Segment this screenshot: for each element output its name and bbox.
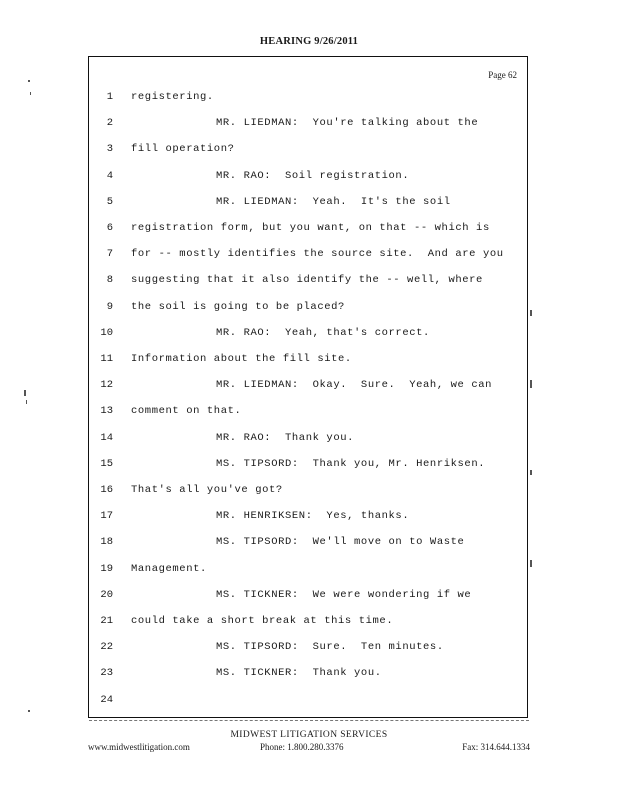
page-number: Page 62 [488, 70, 517, 80]
line-text: MR. HENRIKSEN: Yes, thanks. [216, 510, 410, 523]
scan-mark [530, 470, 532, 475]
line-number: 1 [106, 91, 113, 103]
line-text: MS. TICKNER: Thank you. [216, 667, 382, 680]
line-number: 16 [100, 484, 113, 496]
transcript-page-frame [88, 56, 528, 718]
transcript-line [89, 534, 529, 554]
transcript-line [89, 456, 529, 476]
scan-mark [530, 560, 532, 567]
scan-mark [28, 710, 30, 712]
transcript-line [89, 351, 529, 371]
footer-phone: Phone: 1.800.280.3376 [260, 742, 344, 752]
line-text: Information about the fill site. [131, 353, 352, 365]
transcript-header-title: HEARING 9/26/2011 [259, 36, 359, 47]
line-number: 14 [100, 431, 113, 444]
footer-fax: Fax: 314.644.1334 [462, 742, 530, 752]
line-text: could take a short break at this time. [131, 615, 394, 627]
line-number: 13 [100, 405, 113, 418]
line-number: 23 [100, 667, 113, 680]
line-text: MR. LIEDMAN: Okay. Sure. Yeah, we can [216, 379, 493, 392]
line-number: 15 [100, 457, 113, 470]
line-number: 3 [106, 143, 113, 156]
line-number: 18 [100, 536, 113, 549]
scan-mark [30, 92, 31, 95]
scan-mark [530, 310, 532, 316]
line-text: MS. TIPSORD: Sure. Ten minutes. [216, 641, 444, 654]
transcript-line [89, 115, 529, 135]
transcript-line [89, 613, 529, 633]
transcript-line [89, 639, 529, 659]
line-text: MS. TIPSORD: We'll move on to Waste [216, 536, 465, 549]
line-text: comment on that. [131, 405, 242, 418]
line-number: 17 [100, 510, 113, 523]
scan-mark [24, 390, 26, 396]
line-number: 22 [100, 641, 113, 654]
line-number: 12 [100, 379, 113, 392]
scan-mark [530, 380, 532, 388]
transcript-line [89, 141, 529, 161]
line-text: registration form, but you want, on that -- which is [131, 222, 490, 234]
transcript-line [89, 508, 529, 528]
line-number: 8 [106, 274, 113, 287]
scan-mark [26, 400, 27, 404]
footer-company-name: MIDWEST LITIGATION SERVICES [230, 730, 388, 740]
transcript-line [89, 377, 529, 397]
transcript-line [89, 89, 529, 109]
line-number: 6 [106, 222, 113, 234]
transcript-line [89, 665, 529, 685]
transcript-line [89, 299, 529, 319]
line-number: 9 [106, 300, 113, 313]
line-text: for -- mostly identifies the source site. And are you [131, 248, 504, 261]
line-number: 11 [100, 353, 113, 365]
transcript-line [89, 168, 529, 188]
line-number: 24 [100, 693, 113, 706]
transcript-line [89, 482, 529, 502]
line-number: 4 [106, 169, 113, 182]
line-text: MS. TIPSORD: Thank you, Mr. Henriksen. [216, 457, 486, 470]
line-text: MR. RAO: Soil registration. [216, 169, 410, 182]
transcript-line [89, 587, 529, 607]
line-text: MR. LIEDMAN: Yeah. It's the soil [216, 195, 451, 208]
line-text: suggesting that it also identify the -- well, where [131, 274, 483, 287]
line-text: MR. LIEDMAN: You're talking about the [216, 117, 479, 130]
transcript-line [89, 325, 529, 345]
line-number: 2 [106, 117, 113, 130]
line-text: MS. TICKNER: We were wondering if we [216, 588, 472, 601]
line-number: 10 [100, 326, 113, 339]
transcript-line [89, 272, 529, 292]
scan-mark [28, 80, 30, 82]
line-text: That's all you've got? [131, 484, 283, 496]
transcript-line [89, 220, 529, 240]
transcript-line [89, 692, 529, 712]
transcript-line [89, 246, 529, 266]
footer-website-link[interactable]: www.midwestlitigation.com [88, 742, 190, 752]
transcript-line [89, 430, 529, 450]
line-text: MR. RAO: Thank you. [216, 431, 355, 444]
line-text: fill operation? [131, 143, 235, 156]
line-text: MR. RAO: Yeah, that's correct. [216, 326, 430, 339]
line-number: 19 [100, 562, 113, 575]
transcript-line [89, 194, 529, 214]
line-text: registering. [131, 91, 214, 103]
frame-bottom-border [89, 716, 529, 721]
line-number: 5 [106, 195, 113, 208]
line-text: Management. [131, 562, 207, 575]
transcript-line [89, 403, 529, 423]
transcript-line [89, 561, 529, 581]
line-number: 7 [106, 248, 113, 261]
line-number: 20 [100, 588, 113, 601]
line-text: the soil is going to be placed? [131, 300, 345, 313]
line-number: 21 [100, 615, 113, 627]
